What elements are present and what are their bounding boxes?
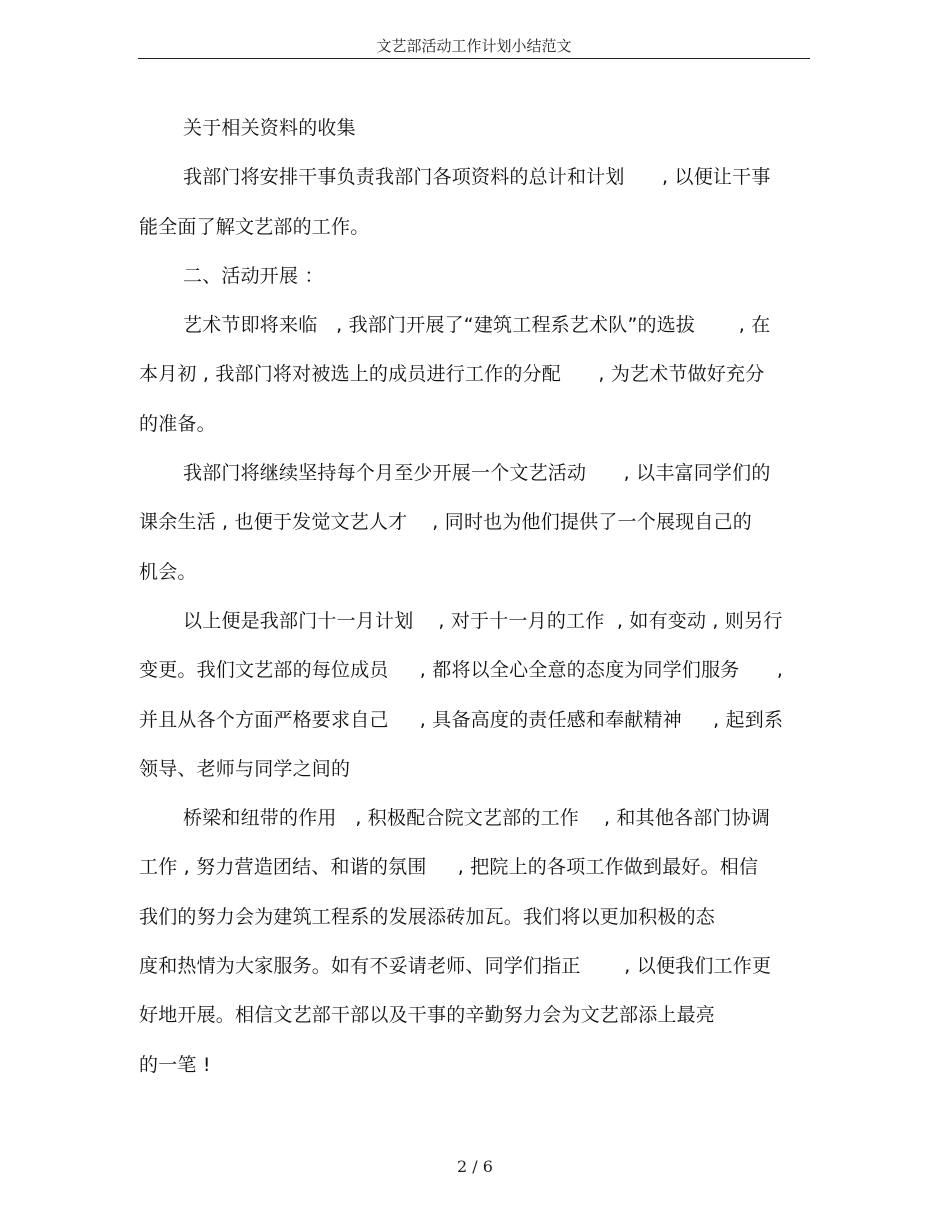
text-line-12: 变更。我们文艺部的每位成员 , 都将以全心全意的态度为同学们服务 , (139, 659, 784, 682)
page-number: 2 / 6 (457, 1157, 493, 1176)
text-line-1: 关于相关资料的收集 (183, 117, 356, 139)
text-line-5: 艺术节即将来临 , 我部门开展了“建筑工程系艺术队”的选拔 , 在 (183, 314, 771, 337)
text-line-8: 我部门将继续坚持每个月至少开展一个文艺活动 , 以丰富同学们的 (183, 462, 771, 485)
text-line-11: 以上便是我部门十一月计划 , 对于十一月的工作 , 如有变动 , 则另行 (183, 609, 783, 632)
text-line-17: 我们的努力会为建筑工程系的发展添砖加瓦。我们将以更加积极的态 (139, 905, 716, 928)
text-line-14: 领导、老师与同学之间的 (139, 757, 351, 780)
text-line-15: 桥梁和纽带的作用 , 积极配合院文艺部的工作 , 和其他各部门协调 (183, 807, 771, 830)
section-heading: 二、活动开展 ： (183, 264, 324, 287)
text-line-2: 我部门将安排干事负责我部门各项资料的总计和计划 , 以便让干事 (183, 166, 771, 189)
text-line-9: 课余生活 , 也便于发觉文艺人才 , 同时也为他们提供了一个展现自己的 (139, 511, 752, 534)
text-line-6: 本月初 , 我部门将对被选上的成员进行工作的分配 , 为艺术节做好充分 (139, 363, 765, 386)
text-line-16: 工作 , 努力营造团结、和谐的氛围 , 把院上的各项工作做到最好。相信 (139, 856, 759, 879)
text-line-13: 并且从各个方面严格要求自己 , 具备高度的责任感和奉献精神 , 起到系 (139, 708, 784, 731)
text-line-3: 能全面了解文艺部的工作。 (139, 215, 370, 238)
page-header-title: 文艺部活动工作计划小结范文 (138, 38, 810, 59)
text-line-18: 度和热情为大家服务。如有不妥请老师、同学们指正 , 以便我们工作更 (139, 955, 772, 978)
text-line-19: 好地开展。相信文艺部干部以及干事的辛勤努力会为文艺部添上最亮 (139, 1004, 716, 1027)
text-line-10: 机会。 (139, 560, 197, 583)
text-line-20: 的一笔 ! (139, 1053, 211, 1076)
document-body (139, 110, 811, 1096)
text-line-7: 的准备。 (139, 412, 216, 435)
